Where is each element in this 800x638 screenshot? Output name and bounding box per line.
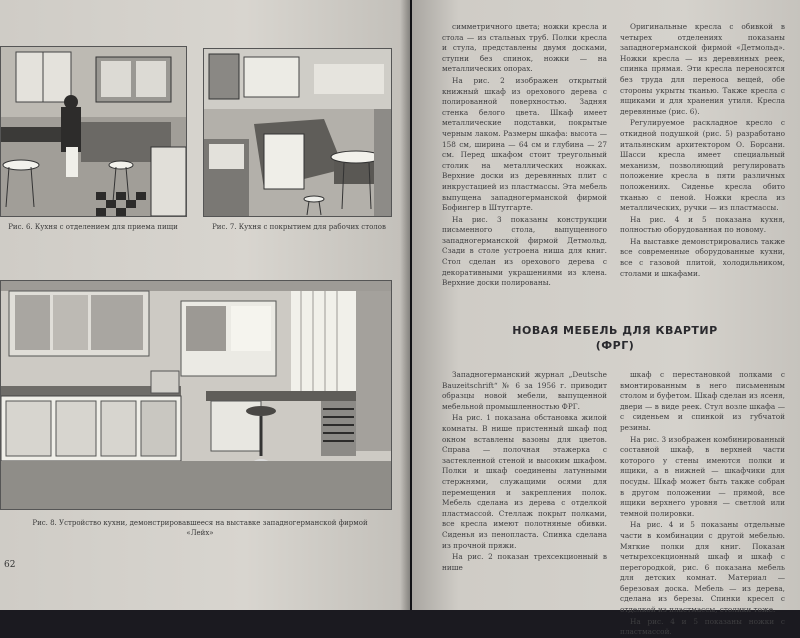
figure-7-kitchen-photo bbox=[203, 48, 392, 217]
paragraph: Западногерманский журнал „Deutsche Bauzeitschrift“ № 6 за 1956 г. приводит образцы новой мебели, выпущенной мебельной промышленностью ФРГ. bbox=[442, 370, 607, 411]
figure-6-caption: Рис. 6. Кухня с отделением для приема пищи bbox=[8, 223, 178, 231]
page-number: 62 bbox=[4, 560, 16, 570]
right-col2-top bbox=[620, 22, 785, 279]
right-col1-top bbox=[442, 22, 607, 289]
figure-6-kitchen-photo bbox=[0, 46, 187, 217]
figure-8-caption: Рис. 8. Устройство кухни, демонстрировавшееся на выставке западногерманской фирмой «Лейх» bbox=[32, 519, 368, 537]
paragraph: На рис. 2 изображен открытый книжный шкаф из орехового дерева с полированной поверхностью. Задняя стенка белого цвета. Шкаф имеет металлические подставки, покрытые черным лаком. Размеры шкафа: высота — 158 см, ширина — 64 см и глубина — 27 см. Перед шкафом стоит треугольный столик на металлических ножках. Верхние доски из деревянных плит с инкрустацией из пластмассы. Эта мебель выпущена западногерманской фирмой Бофингер в Штутгарте. bbox=[442, 75, 607, 213]
right-col2-bottom bbox=[620, 370, 785, 638]
section-heading bbox=[450, 323, 780, 353]
paragraph: На рис. 1 показана обстановка жилой комнаты. В нише пристенный шкаф под окном вставлены вазоны для цветов. Справа — полочная этажерка с застекленной стеной и высоким шкафом. Полки и шкаф соединены латунными стержнями, служащими осями для перемещения и закрепления полок. Мебель сделана из дерева с отделкой пластмассой. Стеллаж покрыт полками, все кресла имеют полотняные обивки. Сиденья из пенопласта. Спинка сделана из прочной пряжи. bbox=[442, 413, 607, 550]
paragraph: шкаф с перестановкой полками с вмонтированным в него письменным столом и буфетом. Шкаф сделан из ясеня, двери — в виде реек. Стул возле шкафа — с сиденьем и спинкой из губчатой резины. bbox=[620, 370, 785, 432]
figure-8-kitchen-photo bbox=[0, 280, 392, 510]
paragraph: На рис. 3 изображен комбинированный составной шкаф, в верхней части которого у стены имеются полки и ящики, а в нижней — шкафчики для посуды. Шкаф может быть также собран в другом положении — прямой, все ящики верхнего уровня — светлой или темной полировки. bbox=[620, 434, 785, 518]
right-page bbox=[412, 0, 800, 637]
paragraph: Оригинальные кресла с обивкой в четырех отделениях показаны западногерманской фирмой «Детмольд». Ножки кресла — из деревянных реек, спинка прямая. Эти кресла переносятся без труда для переноса вещей, обе стороны укрыты тканью. Также кресла с ящиками и для хранения утиля. Кресла деревянные (рис. 6). bbox=[620, 22, 785, 116]
section-heading-title: НОВАЯ МЕБЕЛЬ ДЛЯ КВАРТИР bbox=[512, 324, 718, 337]
paragraph: На выставке демонстрировались также все современные оборудованные кухни, все с газовой плитой, холодильником, столами и шкафами. bbox=[620, 236, 785, 278]
paragraph: На рис. 4 и 5 показаны отдельные части в комбинации с другой мебелью. Мягкие полки для книг. Показан четырехсекционный шкаф и шкаф с перегородкой, рис. 6 показана мебель для детских комнат. Материал — березовая доска. Мебель — из дерева, сделана из березы. Спинки кресел с отделкой из пластмассы, столики тоже. bbox=[620, 520, 785, 615]
paragraph: Регулируемое раскладное кресло с откидной подушкой (рис. 5) разработано итальянским архитектором О. Борсани. Шасси кресла имеет специальный механизм, позволяющий регулировать положение кресла в пяти различных положениях. Сиденье кресла обито тканью с пеной. Ножки кресла из металлических, ручки — из пластмассы. bbox=[620, 118, 785, 213]
figure-7-caption: Рис. 7. Кухня с покрытием для рабочих столов bbox=[212, 223, 386, 231]
right-col1-bottom bbox=[442, 370, 607, 573]
paragraph: На рис. 4 и 5 показана кухня, полностью оборудованная по новому. bbox=[620, 214, 785, 235]
section-heading-subtitle: (ФРГ) bbox=[595, 339, 635, 352]
paragraph: симметричного цвета; ножки кресла и стола — из стальных труб. Полки кресла и стула, представлены двумя досками, ступни без спинок, ножки — на металлических опорах. bbox=[442, 22, 607, 74]
paragraph: На рис. 2 показан трехсекционный в нише bbox=[442, 552, 607, 572]
left-page bbox=[0, 0, 410, 610]
paragraph: На рис. 4 и 5 показаны ножки с пластмассой. bbox=[620, 616, 785, 637]
paragraph: На рис. 3 показаны конструкции письменного стола, выпущенного западногерманской фирмой Детмольд. Сзади в столе устроена ниша для книг. Стол сделан из орехового дерева с декоративными украшениями из клена. Верхние доски полированы. bbox=[442, 214, 607, 288]
